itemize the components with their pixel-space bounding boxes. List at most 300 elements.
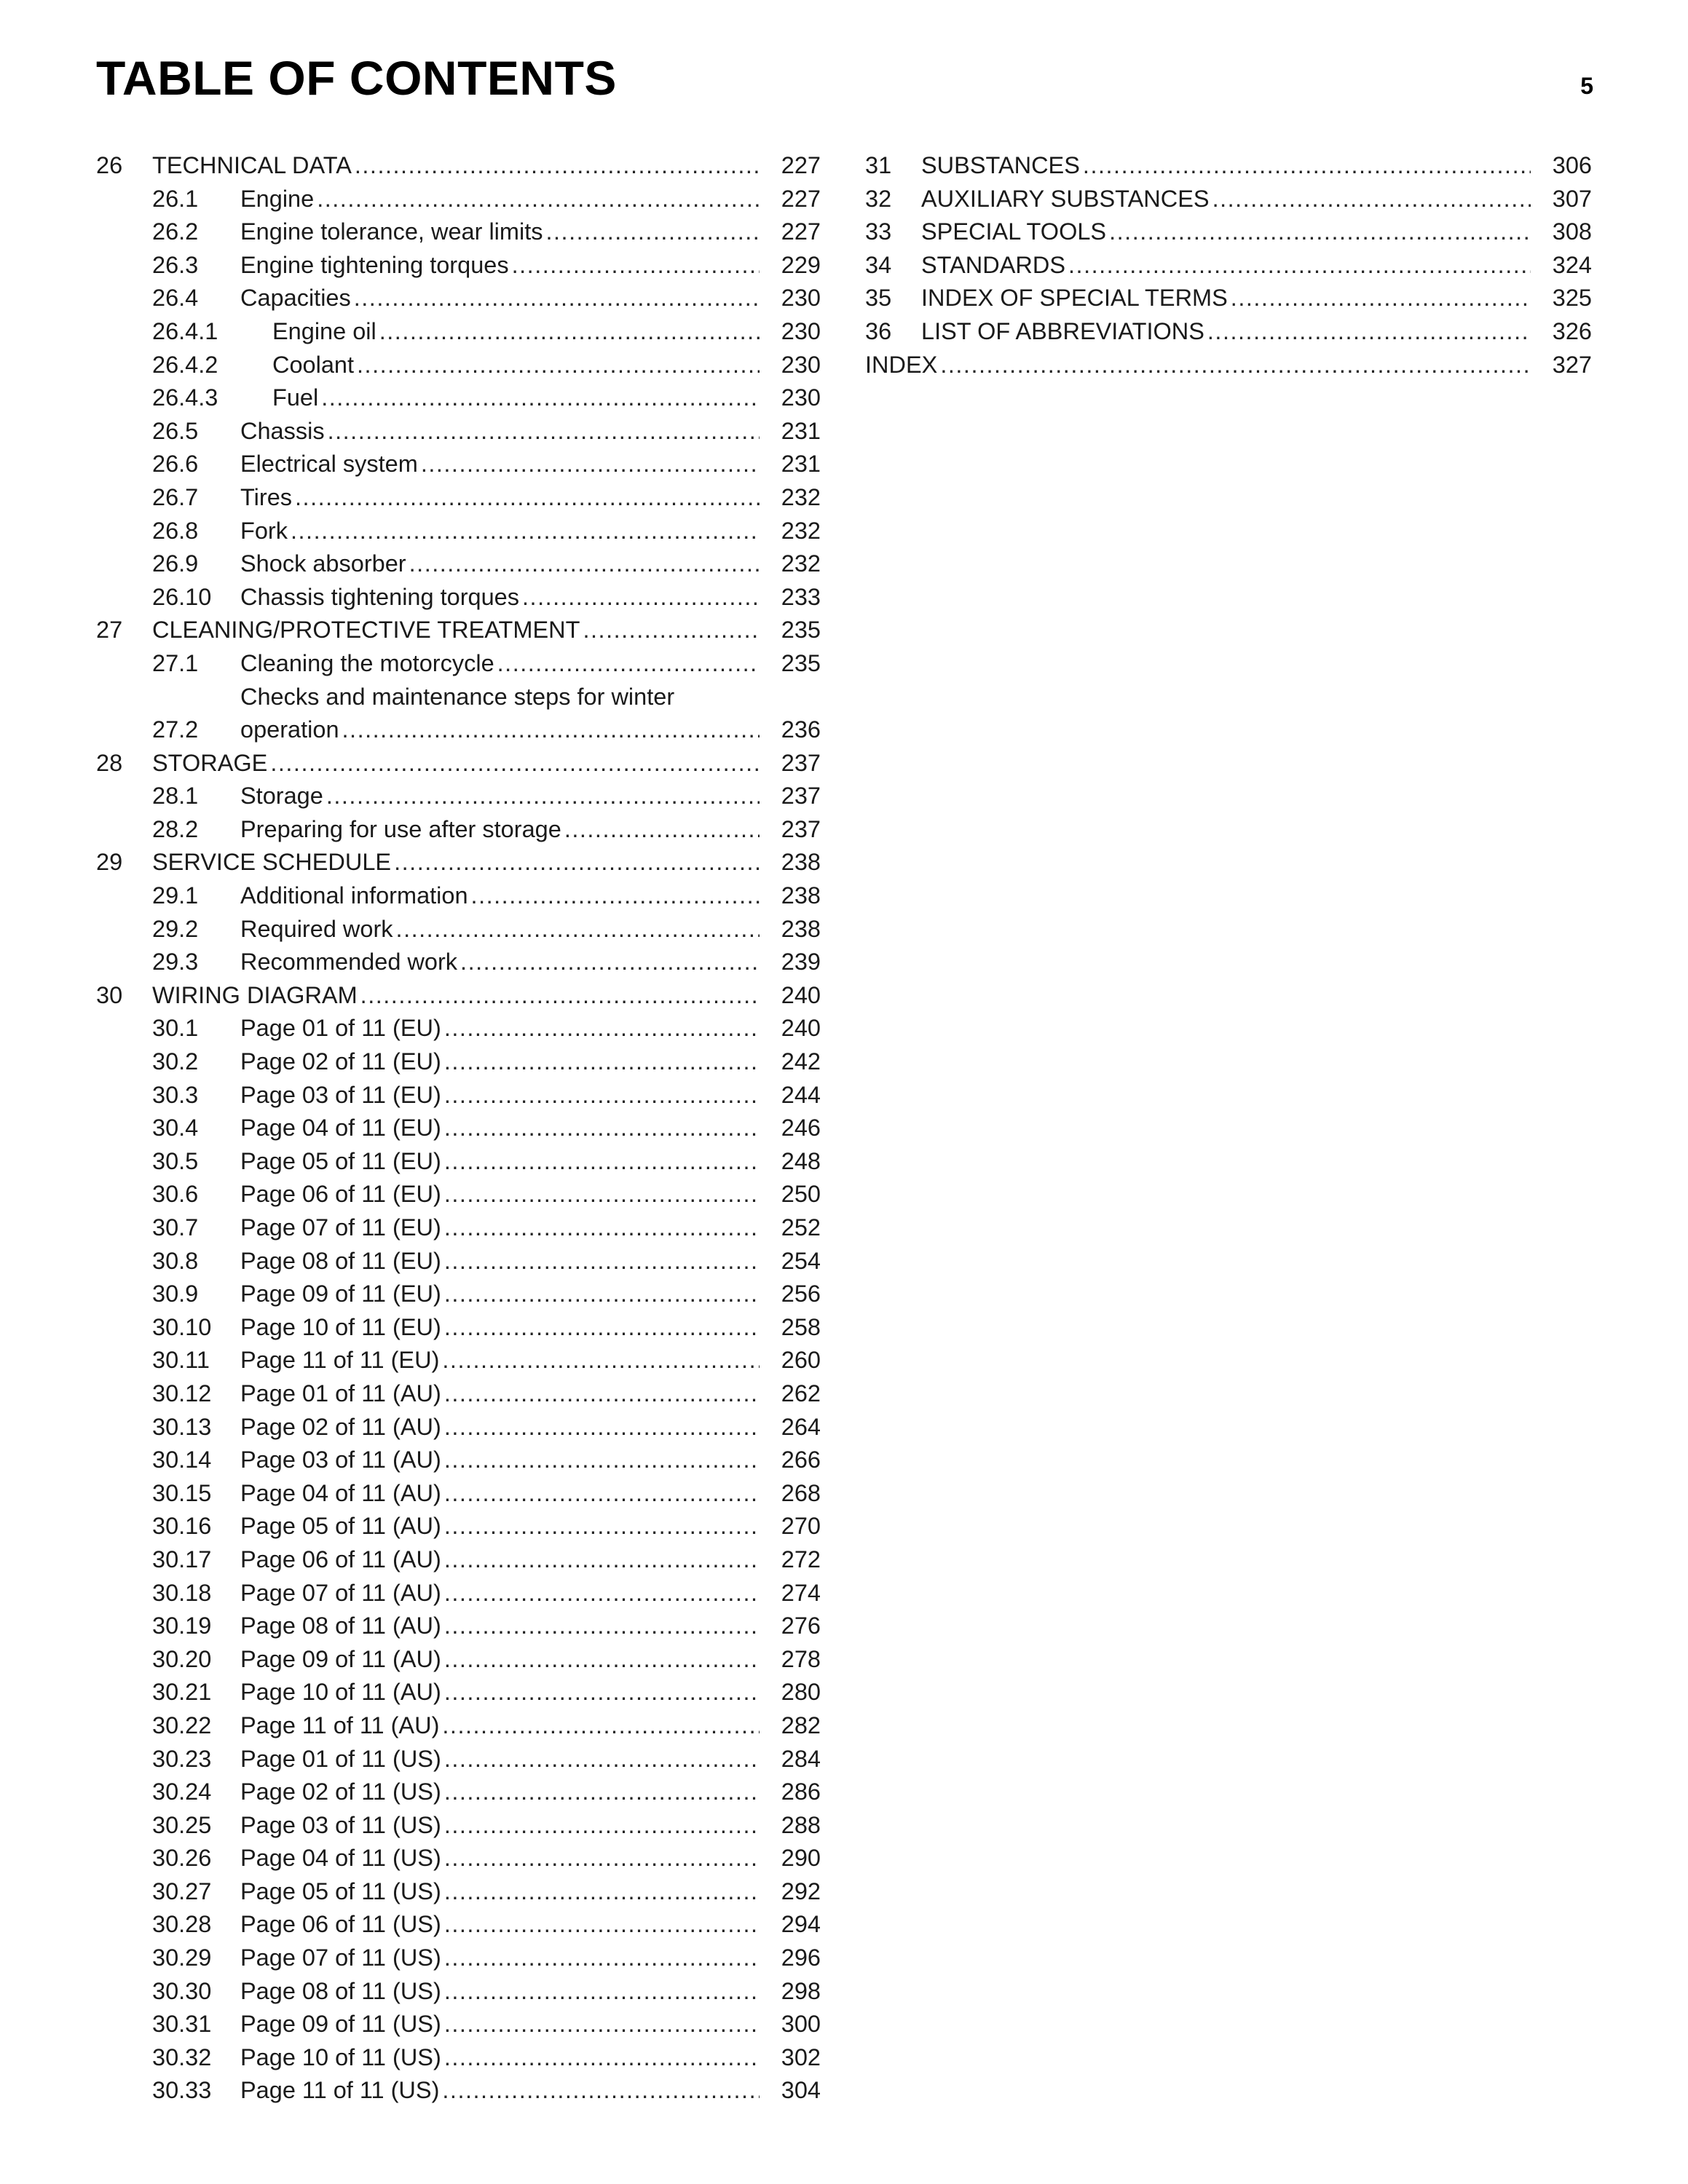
toc-entry-title: Page 02 of 11 (EU): [240, 1048, 441, 1075]
toc-entry[interactable]: [96, 1444, 821, 1477]
toc-entry-page: 302: [781, 2043, 821, 2070]
toc-entry[interactable]: [96, 481, 821, 515]
dot-leader: [444, 1444, 760, 1477]
toc-entry-page: 237: [781, 749, 821, 776]
toc-entry-number: 26.4.1: [152, 317, 218, 344]
toc-entry[interactable]: [865, 149, 1592, 183]
toc-entry-title: WIRING DIAGRAM: [152, 981, 358, 1008]
toc-entry-title: STANDARDS: [921, 251, 1066, 278]
toc-entry-title: Page 05 of 11 (AU): [240, 1513, 441, 1540]
dot-leader: [444, 1245, 760, 1278]
toc-entry-page: 231: [781, 417, 821, 444]
toc-entry-page: 230: [781, 384, 821, 411]
toc-entry[interactable]: [96, 846, 821, 879]
toc-entry-title: STORAGE: [152, 749, 268, 776]
toc-entry-number: 26.4.3: [152, 384, 218, 411]
toc-entry-number: 29: [96, 849, 123, 876]
toc-entry-page: 229: [781, 251, 821, 278]
dot-leader: [444, 1411, 760, 1444]
toc-entry-title: Engine tightening torques: [240, 251, 509, 278]
toc-entry[interactable]: [96, 681, 821, 747]
toc-entry-title: Page 02 of 11 (AU): [240, 1413, 441, 1440]
toc-left-column: [96, 149, 821, 2108]
toc-entry[interactable]: [96, 879, 821, 913]
toc-entry-number: 26.9: [152, 550, 199, 577]
toc-entry[interactable]: [96, 1975, 821, 2009]
toc-entry[interactable]: [96, 1344, 821, 1377]
toc-entry-title: Page 06 of 11 (AU): [240, 1546, 441, 1572]
dot-leader: [444, 1875, 760, 1909]
toc-entry-page: 282: [781, 1712, 821, 1738]
dot-leader: [444, 1908, 760, 1942]
dot-leader: [326, 780, 760, 813]
toc-entry[interactable]: [96, 1842, 821, 1875]
toc-entry[interactable]: [96, 1377, 821, 1411]
toc-entry[interactable]: [96, 2041, 821, 2075]
toc-entry-page: 237: [781, 815, 821, 842]
toc-entry-title: Capacities: [240, 285, 351, 312]
toc-entry-title: Page 09 of 11 (AU): [240, 1645, 441, 1672]
toc-entry-title: Page 02 of 11 (US): [240, 1779, 441, 1805]
dot-leader: [444, 1045, 760, 1079]
toc-entry-number: 36: [865, 317, 892, 344]
toc-entry[interactable]: [96, 1411, 821, 1444]
toc-entry-page: 240: [781, 1015, 821, 1042]
toc-entry-title: Required work: [240, 915, 393, 942]
toc-entry-title: Page 11 of 11 (AU): [240, 1712, 440, 1738]
toc-entry-title: LIST OF ABBREVIATIONS: [921, 317, 1204, 344]
toc-entry-title: Fuel: [272, 384, 319, 411]
toc-entry-title: Shock absorber: [240, 550, 406, 577]
dot-leader: [444, 1278, 760, 1311]
toc-entry-title-continued: operation: [240, 716, 339, 743]
toc-entry-number: 30.14: [152, 1447, 212, 1473]
toc-entry-number: 30.15: [152, 1479, 212, 1506]
toc-entry-title: Checks and maintenance steps for winter: [240, 683, 675, 710]
toc-entry-title: TECHNICAL DATA: [152, 152, 352, 178]
toc-entry-title: Fork: [240, 517, 288, 544]
toc-entry-page: 327: [1552, 351, 1592, 378]
dot-leader: [444, 1776, 760, 1809]
dot-leader: [360, 979, 760, 1013]
toc-entry[interactable]: [96, 1079, 821, 1112]
toc-entry-title: Chassis: [240, 417, 325, 444]
dot-leader: [270, 747, 760, 780]
toc-entry-title: Engine: [240, 185, 315, 212]
toc-entry-number: 26.2: [152, 218, 199, 245]
toc-entry-title: Additional information: [240, 882, 468, 909]
toc-entry-number: 30.24: [152, 1779, 212, 1805]
toc-entry-page: 230: [781, 317, 821, 344]
toc-entry-title: INDEX OF SPECIAL TERMS: [921, 285, 1228, 312]
toc-entry-number: 30: [96, 981, 123, 1008]
toc-entry[interactable]: [96, 2008, 821, 2041]
toc-entry-title: Coolant: [272, 351, 355, 378]
toc-entry-title: Page 03 of 11 (AU): [240, 1447, 441, 1473]
toc-entry-number: 26.1: [152, 185, 199, 212]
dot-leader: [1068, 249, 1531, 282]
toc-entry[interactable]: [96, 1643, 821, 1677]
toc-entry-page: 256: [781, 1281, 821, 1307]
dot-leader: [444, 2008, 760, 2041]
toc-entry-title: Page 01 of 11 (EU): [240, 1015, 441, 1042]
toc-entry-title: SERVICE SCHEDULE: [152, 849, 392, 876]
dot-leader: [444, 1112, 760, 1145]
toc-entry-number: 30.1: [152, 1015, 199, 1042]
dot-leader: [471, 879, 760, 913]
dot-leader: [444, 1510, 760, 1543]
toc-entry-title: Page 10 of 11 (US): [240, 2043, 441, 2070]
toc-entry-title: Recommended work: [240, 949, 458, 976]
toc-entry-number: 29.2: [152, 915, 199, 942]
toc-entry[interactable]: [96, 415, 821, 448]
toc-entry-number: 26.6: [152, 451, 199, 478]
dot-leader: [295, 481, 760, 515]
toc-entry-number: 26.4: [152, 285, 199, 312]
toc-entry[interactable]: [865, 349, 1592, 382]
toc-entry[interactable]: [96, 1709, 821, 1743]
toc-entry-title: CLEANING/PROTECTIVE TREATMENT: [152, 617, 580, 644]
toc-entry[interactable]: [96, 1178, 821, 1211]
toc-entry[interactable]: [96, 249, 821, 282]
toc-entry[interactable]: [96, 1875, 821, 1909]
toc-entry[interactable]: [96, 448, 821, 481]
toc-entry-number: 35: [865, 285, 892, 312]
dot-leader: [444, 1079, 760, 1112]
toc-entry-title: Page 05 of 11 (US): [240, 1878, 441, 1904]
toc-entry[interactable]: [96, 1610, 821, 1643]
dot-leader: [444, 1543, 760, 1577]
toc-entry-page: 238: [781, 882, 821, 909]
toc-entry[interactable]: [96, 349, 821, 382]
toc-entry-number: 30.7: [152, 1214, 199, 1241]
toc-entry-page: 235: [781, 617, 821, 644]
dot-leader: [444, 1942, 760, 1975]
toc-entry[interactable]: [96, 1942, 821, 1975]
toc-entry-number: 30.10: [152, 1313, 212, 1340]
toc-entry[interactable]: [96, 547, 821, 581]
toc-entry[interactable]: [96, 1743, 821, 1776]
dot-leader: [421, 448, 760, 481]
toc-entry[interactable]: [96, 913, 821, 946]
toc-entry-title: Page 09 of 11 (US): [240, 2011, 441, 2038]
toc-entry-title: Page 06 of 11 (EU): [240, 1181, 441, 1208]
toc-entry-page: 244: [781, 1081, 821, 1108]
toc-entry[interactable]: [865, 249, 1592, 282]
toc-entry[interactable]: [865, 315, 1592, 349]
dot-leader: [444, 1211, 760, 1245]
toc-entry-number: 30.26: [152, 1845, 212, 1872]
toc-entry[interactable]: [96, 1112, 821, 1145]
toc-entry-number: 30.12: [152, 1380, 212, 1406]
dot-leader: [1231, 282, 1531, 315]
toc-entry-number: 30.32: [152, 2043, 212, 2070]
dot-leader: [444, 1676, 760, 1709]
toc-entry[interactable]: [96, 1510, 821, 1543]
dot-leader: [317, 183, 760, 216]
toc-entry[interactable]: [96, 1809, 821, 1843]
toc-entry-number: 30.5: [152, 1147, 199, 1174]
toc-entry-number: 26.5: [152, 417, 199, 444]
toc-entry-number: 27.1: [152, 649, 199, 676]
toc-entry[interactable]: [96, 1278, 821, 1311]
toc-entry-number: 28.2: [152, 815, 199, 842]
toc-entry-title: Page 09 of 11 (EU): [240, 1281, 441, 1307]
toc-entry-number: 30.20: [152, 1645, 212, 1672]
toc-entry-title: Cleaning the motorcycle: [240, 649, 494, 676]
toc-entry-page: 232: [781, 483, 821, 510]
toc-entry[interactable]: [96, 581, 821, 614]
dot-leader: [328, 415, 760, 448]
toc-entry-page: 274: [781, 1579, 821, 1606]
toc-entry-number: 30.21: [152, 1679, 212, 1706]
toc-entry-page: 306: [1552, 152, 1592, 178]
toc-entry-number: 28.1: [152, 783, 199, 810]
toc-entry[interactable]: [96, 1245, 821, 1278]
toc-entry-title: Page 08 of 11 (AU): [240, 1613, 441, 1639]
toc-entry[interactable]: [96, 747, 821, 780]
toc-entry-number: 33: [865, 218, 892, 245]
toc-entry-page: 236: [781, 716, 821, 743]
dot-leader: [444, 1809, 760, 1843]
toc-entry-page: 298: [781, 1977, 821, 2004]
toc-entry-title: Page 08 of 11 (US): [240, 1977, 441, 2004]
toc-entry-number: 34: [865, 251, 892, 278]
dot-leader: [291, 515, 760, 548]
dot-leader: [1207, 315, 1531, 349]
toc-entry-number: 32: [865, 185, 892, 212]
dot-leader: [444, 1145, 760, 1179]
toc-entry-page: 268: [781, 1479, 821, 1506]
dot-leader: [1109, 215, 1531, 249]
toc-entry-page: 280: [781, 1679, 821, 1706]
toc-entry-number: 30.19: [152, 1613, 212, 1639]
toc-entry[interactable]: [96, 1045, 821, 1079]
toc-entry[interactable]: [96, 1543, 821, 1577]
toc-entry[interactable]: [96, 282, 821, 315]
dot-leader: [442, 1344, 760, 1377]
toc-entry[interactable]: [96, 647, 821, 681]
toc-entry-page: 238: [781, 849, 821, 876]
dot-leader: [396, 913, 760, 946]
toc-entry-title: Preparing for use after storage: [240, 815, 561, 842]
toc-entry[interactable]: [96, 381, 821, 415]
toc-entry[interactable]: [865, 183, 1592, 216]
toc-entry-page: 242: [781, 1048, 821, 1075]
toc-entry-page: 262: [781, 1380, 821, 1406]
toc-entry-page: 270: [781, 1513, 821, 1540]
toc-entry-number: 30.17: [152, 1546, 212, 1572]
toc-entry-page: 227: [781, 218, 821, 245]
toc-entry[interactable]: [96, 315, 821, 349]
toc-entry-number: 30.9: [152, 1281, 199, 1307]
toc-entry-number: 28: [96, 749, 123, 776]
dot-leader: [444, 1842, 760, 1875]
toc-entry-page: 294: [781, 1911, 821, 1938]
toc-entry-page: 276: [781, 1613, 821, 1639]
dot-leader: [444, 1610, 760, 1643]
toc-entry-title: Page 01 of 11 (AU): [240, 1380, 441, 1406]
toc-entry-title: Tires: [240, 483, 293, 510]
dot-leader: [444, 1975, 760, 2009]
toc-entry-number: 30.23: [152, 1745, 212, 1772]
toc-entry-title: Page 07 of 11 (US): [240, 1944, 441, 1971]
dot-leader: [545, 215, 760, 249]
toc-entry-page: 296: [781, 1944, 821, 1971]
toc-entry-page: 250: [781, 1181, 821, 1208]
toc-entry-page: 290: [781, 1845, 821, 1872]
toc-entry-number: 30.4: [152, 1115, 199, 1142]
toc-entry-title: Page 04 of 11 (EU): [240, 1115, 441, 1142]
toc-entry[interactable]: [865, 215, 1592, 249]
dot-leader: [442, 2074, 760, 2108]
dot-leader: [444, 1477, 760, 1511]
dot-leader: [354, 282, 760, 315]
dot-leader: [442, 1709, 760, 1743]
toc-entry-page: 252: [781, 1214, 821, 1241]
toc-entry-title: INDEX: [865, 351, 938, 378]
toc-entry-number: 30.3: [152, 1081, 199, 1108]
toc-entry[interactable]: [96, 1477, 821, 1511]
toc-entry-number: 30.6: [152, 1181, 199, 1208]
toc-entry-page: 238: [781, 915, 821, 942]
toc-entry[interactable]: [96, 2074, 821, 2108]
toc-entry-number: 30.30: [152, 1977, 212, 2004]
toc-entry-number: 31: [865, 152, 892, 178]
dot-leader: [460, 946, 760, 979]
toc-entry-page: 231: [781, 451, 821, 478]
toc-entry-title: Page 11 of 11 (EU): [240, 1347, 440, 1374]
page-number: 5: [1580, 73, 1593, 99]
toc-entry-number: 29.3: [152, 949, 199, 976]
toc-entry-number: 26.3: [152, 251, 199, 278]
toc-entry-page: 258: [781, 1313, 821, 1340]
dot-leader: [497, 647, 760, 681]
toc-entry[interactable]: [96, 149, 821, 183]
toc-entry-page: 237: [781, 783, 821, 810]
dot-leader: [444, 1311, 760, 1345]
toc-entry-number: 30.22: [152, 1712, 212, 1738]
toc-entry[interactable]: [865, 282, 1592, 315]
toc-entry-number: 30.29: [152, 1944, 212, 1971]
toc-entry-title: Engine tolerance, wear limits: [240, 218, 543, 245]
toc-entry-number: 30.8: [152, 1247, 199, 1274]
toc-entry-page: 232: [781, 550, 821, 577]
dot-leader: [1212, 183, 1531, 216]
toc-entry[interactable]: [96, 1577, 821, 1610]
toc-entry-page: 324: [1552, 251, 1592, 278]
toc-entry[interactable]: [96, 946, 821, 979]
toc-entry-title: Page 04 of 11 (AU): [240, 1479, 441, 1506]
dot-leader: [444, 1012, 760, 1045]
toc-entry-page: 260: [781, 1347, 821, 1374]
dot-leader: [355, 149, 760, 183]
toc-entry-page: 292: [781, 1878, 821, 1904]
dot-leader: [583, 614, 760, 647]
toc-entry-number: 26.4.2: [152, 351, 218, 378]
dot-leader: [342, 713, 760, 747]
toc-entry-page: 307: [1552, 185, 1592, 212]
toc-entry-page: 227: [781, 185, 821, 212]
toc-entry-number: 26.10: [152, 583, 212, 610]
toc-entry-page: 233: [781, 583, 821, 610]
toc-entry-page: 326: [1552, 317, 1592, 344]
toc-entry-page: 266: [781, 1447, 821, 1473]
dot-leader: [444, 2041, 760, 2075]
toc-entry-page: 304: [781, 2077, 821, 2104]
toc-entry-page: 308: [1552, 218, 1592, 245]
toc-entry-page: 288: [781, 1811, 821, 1838]
toc-entry[interactable]: [96, 1776, 821, 1809]
toc-entry-title: Storage: [240, 783, 323, 810]
toc-right-column: [865, 149, 1592, 381]
toc-entry-page: 230: [781, 351, 821, 378]
toc-entry-page: 248: [781, 1147, 821, 1174]
toc-entry-page: 278: [781, 1645, 821, 1672]
toc-entry-number: 30.31: [152, 2011, 212, 2038]
toc-entry-title: Page 01 of 11 (US): [240, 1745, 441, 1772]
toc-entry-number: 30.33: [152, 2077, 212, 2104]
page-title: TABLE OF CONTENTS: [96, 51, 617, 105]
toc-entry[interactable]: [96, 215, 821, 249]
toc-entry[interactable]: [96, 183, 821, 216]
toc-entry-title: SUBSTANCES: [921, 152, 1080, 178]
dot-leader: [444, 1743, 760, 1776]
dot-leader: [940, 349, 1531, 382]
toc-entry-page: 232: [781, 517, 821, 544]
toc-entry-number: 30.11: [152, 1347, 210, 1374]
toc-entry-title: Electrical system: [240, 451, 418, 478]
toc-entry-page: 254: [781, 1247, 821, 1274]
toc-entry[interactable]: [96, 515, 821, 548]
toc-entry-page: 284: [781, 1745, 821, 1772]
dot-leader: [357, 349, 760, 382]
toc-entry-number: 26: [96, 152, 123, 178]
toc-entry-page: 230: [781, 285, 821, 312]
toc-entry-number: 30.18: [152, 1579, 212, 1606]
toc-entry-number: 27: [96, 617, 123, 644]
toc-entry-page: 300: [781, 2011, 821, 2038]
toc-entry-page: 272: [781, 1546, 821, 1572]
dot-leader: [522, 581, 760, 614]
dot-leader: [564, 813, 760, 847]
toc-entry[interactable]: [96, 780, 821, 813]
toc-entry-page: 240: [781, 981, 821, 1008]
toc-entry[interactable]: [96, 979, 821, 1013]
toc-entry-title: Chassis tightening torques: [240, 583, 520, 610]
toc-entry-title: AUXILIARY SUBSTANCES: [921, 185, 1210, 212]
toc-entry[interactable]: [96, 813, 821, 847]
dot-leader: [444, 1643, 760, 1677]
dot-leader: [409, 547, 760, 581]
toc-entry[interactable]: [96, 1211, 821, 1245]
toc-entry-title: Page 07 of 11 (EU): [240, 1214, 441, 1241]
toc-entry[interactable]: [96, 1012, 821, 1045]
toc-entry-number: 30.25: [152, 1811, 212, 1838]
toc-entry[interactable]: [96, 1908, 821, 1942]
toc-entry-number: 30.28: [152, 1911, 212, 1938]
toc-entry-title: Page 06 of 11 (US): [240, 1911, 441, 1938]
toc-entry-title: Engine oil: [272, 317, 376, 344]
toc-entry[interactable]: [96, 1676, 821, 1709]
toc-entry-title: Page 08 of 11 (EU): [240, 1247, 441, 1274]
dot-leader: [444, 1577, 760, 1610]
toc-entry[interactable]: [96, 1145, 821, 1179]
toc-entry[interactable]: [96, 614, 821, 647]
toc-entry-number: 26.8: [152, 517, 199, 544]
toc-entry[interactable]: [96, 1311, 821, 1345]
toc-entry-page: 264: [781, 1413, 821, 1440]
